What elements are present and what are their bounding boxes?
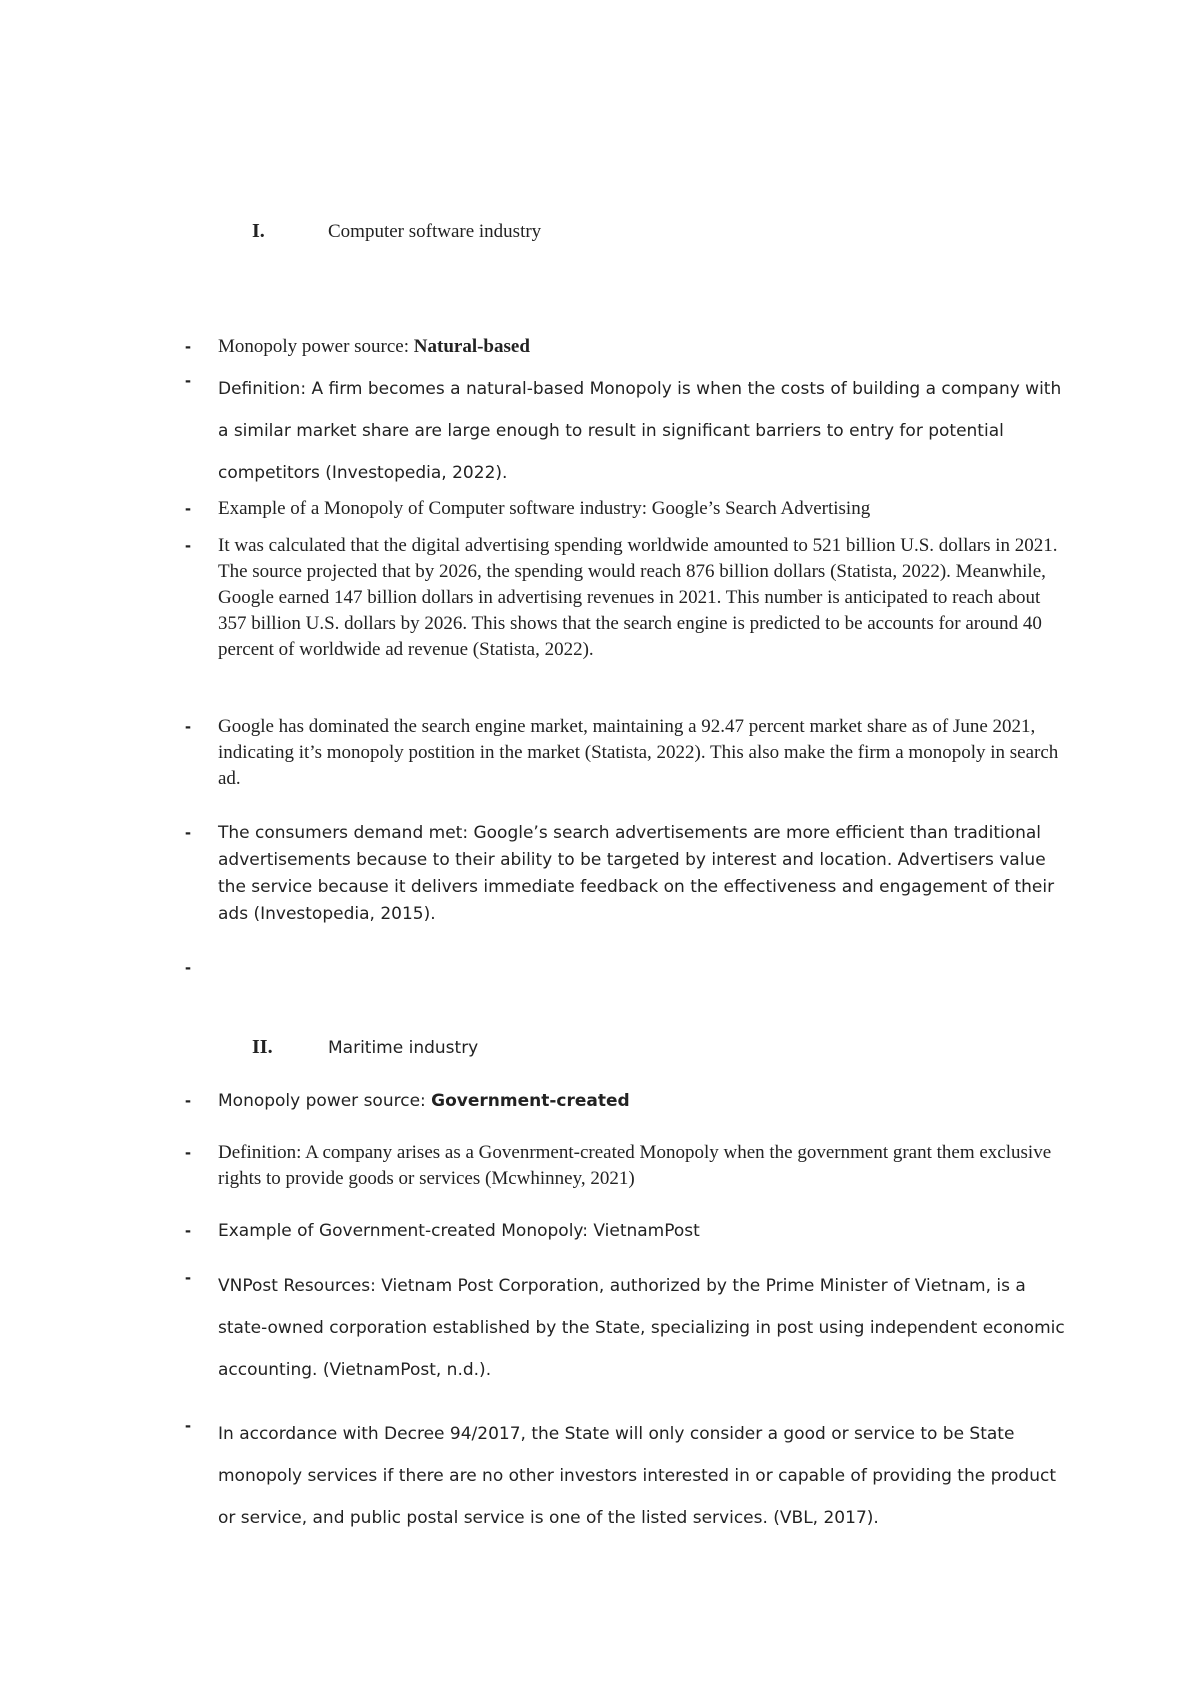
list-item-example (185, 496, 1065, 522)
bullet-dash: - (185, 1090, 191, 1110)
section-2-heading (252, 1036, 478, 1059)
source-label: Monopoly power source: (218, 336, 414, 357)
list-item-text (218, 368, 1065, 494)
dominance-text: Google has dominated the search engine market, maintaining a 92.47 percent market share as of June 2021, indicating it’s monopoly postition in the market (Statista, 2022). This also make the firm a monopoly in search ad. (218, 716, 1059, 789)
example-value-2: VietnamPost (593, 1221, 700, 1241)
bullet-dash: - (185, 1142, 191, 1162)
bullet-dash: - (185, 336, 191, 356)
list-item-definition-2 (185, 1140, 1065, 1192)
list-item-decree (185, 1413, 1065, 1539)
section-2-title: Maritime industry (328, 1038, 479, 1058)
list-item-source-2 (185, 1088, 1065, 1115)
resources-label: VNPost Resources: (218, 1276, 382, 1296)
definition-label: Definition: (218, 379, 312, 399)
list-item-text (218, 1265, 1065, 1391)
list-item-text (218, 1088, 1065, 1115)
bullet-dash: - (185, 1267, 191, 1287)
bullet-dash: - (185, 822, 191, 842)
bullet-dash: - (185, 370, 191, 390)
example-label-2: Example of Government-created Monopoly: (218, 1221, 594, 1241)
demand-label: The consumers demand met: (218, 823, 474, 843)
list-item-text (218, 820, 1065, 928)
list-item-example-2 (185, 1218, 1065, 1245)
resources-text: Vietnam Post Corporation, authorized by the Prime Minister of Vietnam, is a state-owned corporation established by the State, specializing in post using independent economic accounting. (VietnamPost, n.d.). (218, 1276, 1065, 1380)
list-item-resources (185, 1265, 1065, 1391)
list-item-stats (185, 533, 1065, 663)
list-item-source (185, 334, 1065, 360)
list-item-dominance (185, 714, 1065, 792)
bullet-dash: - (185, 716, 191, 736)
bullet-dash: - (185, 957, 191, 977)
section-1-title: Computer software industry (328, 221, 542, 242)
source-value-2: Government-created (431, 1091, 630, 1111)
list-item-definition (185, 368, 1065, 494)
list-item-text (218, 334, 1065, 360)
definition-text: A firm becomes a natural-based Monopoly is when the costs of building a company with a similar market share are large enough to result in significant barriers to entry for potential competitors (Investopedia, 2022). (218, 379, 1062, 483)
example-text: Example of a Monopoly of Computer software industry: Google’s Search Advertising (218, 498, 871, 519)
definition-text-2: Definition: A company arises as a Govenrment-created Monopoly when the government grant them exclusive rights to provide goods or services (Mcwhinney, 2021) (218, 1142, 1052, 1189)
bullet-dash: - (185, 498, 191, 518)
section-2-number: II. (252, 1036, 273, 1058)
source-label-2: Monopoly power source: (218, 1091, 432, 1111)
bullet-dash: - (185, 1220, 191, 1240)
stats-text: It was calculated that the digital advertising spending worldwide amounted to 521 billion U.S. dollars in 2021. The source projected that by 2026, the spending would reach 876 billion dollars (Statista, 2022). Meanwhile, Google earned 147 billion dollars in advertising revenues in 2021. This number is anticipated to reach about 357 billion U.S. dollars by 2026. This shows that the search engine is predicted to be accounts for around 40 percent of worldwide ad revenue (Statista, 2022). (218, 535, 1058, 660)
source-value: Natural-based (413, 336, 530, 357)
list-item-demand (185, 820, 1065, 928)
list-item-text (218, 1218, 1065, 1245)
section-1-heading (252, 220, 541, 243)
decree-text: In accordance with Decree 94/2017, the State will only consider a good or service to be State monopoly services if there are no other investors interested in or capable of providing the product or service, and public postal service is one of the listed services. (VBL, 2017). (218, 1424, 1056, 1528)
bullet-dash: - (185, 535, 191, 555)
demand-text: Google’s search advertisements are more efficient than traditional advertisements because to their ability to be targeted by interest and location. Advertisers value the service because it delivers immediate feedback on the effectiveness and engagement of their ads (Investopedia, 2015). (218, 823, 1055, 924)
section-1-number: I. (252, 220, 265, 242)
bullet-dash: - (185, 1415, 191, 1435)
